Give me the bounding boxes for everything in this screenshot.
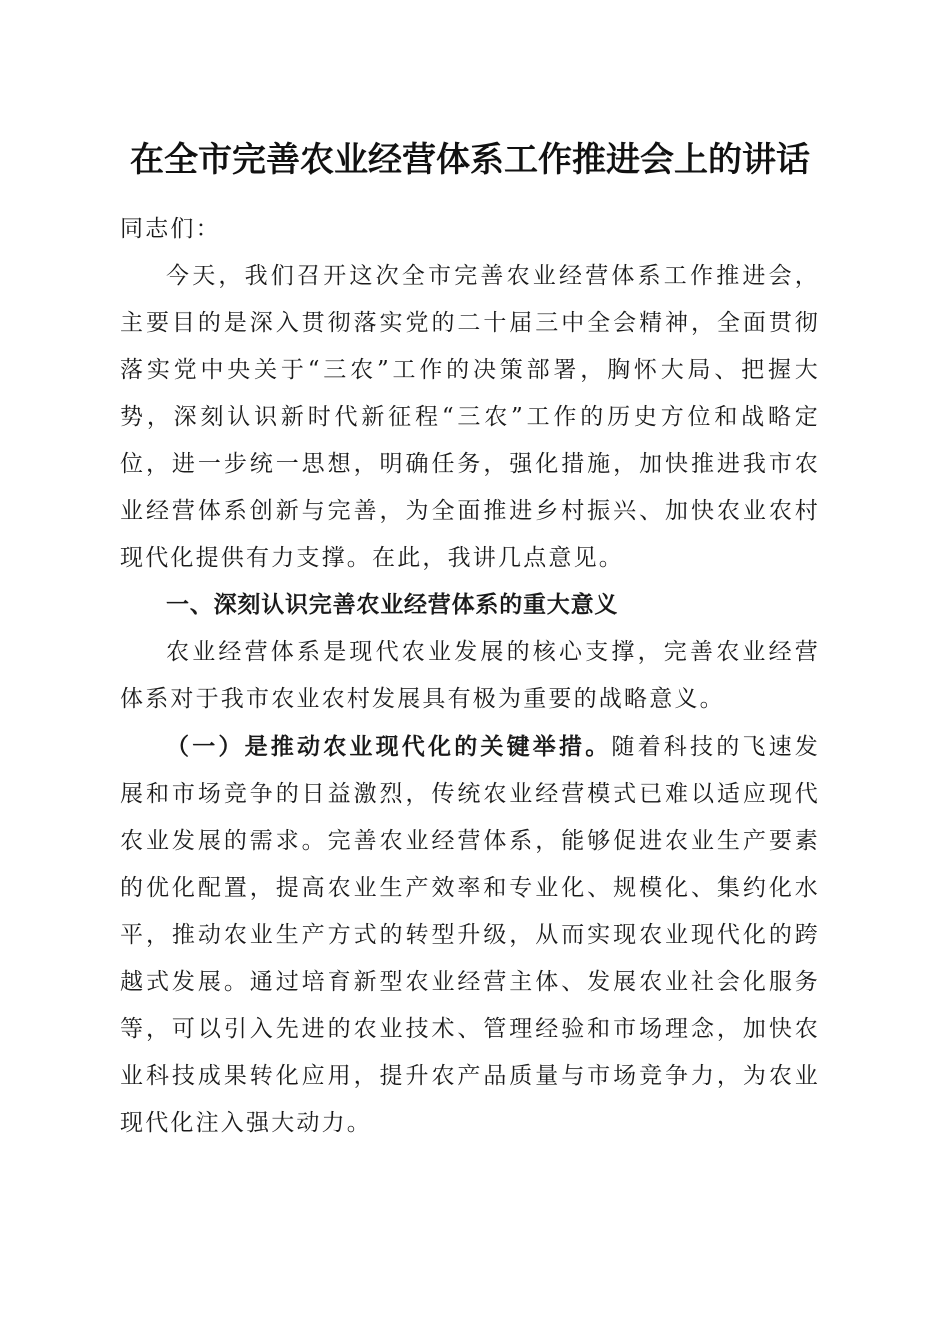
intro-paragraph: 今天，我们召开这次全市完善农业经营体系工作推进会，主要目的是深入贯彻落实党的二十届三中全会精神，全面贯彻落实党中央关于“三农”工作的决策部署，胸怀大局、把握大势，深刻认识新时代新征程“三农”工作的历史方位和战略定位，进一步统一思想，明确任务，强化措施，加快推进我市农业经营体系创新与完善，为全面推进乡村振兴、加快农业农村现代化提供有力支撑。在此，我讲几点意见。: [120, 263, 820, 571]
salutation: 同志们：: [120, 216, 221, 242]
document-body: [120, 206, 820, 1147]
point-lead-1: （一）是推动农业现代化的关键举措。: [166, 733, 612, 760]
point-text-1: 随着科技的飞速发展和市场竞争的日益激烈，传统农业经营模式已难以适应现代农业发展的需求。完善农业经营体系，能够促进农业生产要素的优化配置，提高农业生产效率和专业化、规模化、集约化水平，推动农业生产方式的转型升级，从而实现农业现代化的跨越式发展。通过培育新型农业经营主体、发展农业社会化服务等，可以引入先进的农业技术、管理经验和市场理念，加快农业科技成果转化应用，提升农产品质量与市场竞争力，为农业现代化注入强大动力。: [120, 734, 820, 1136]
section-heading-1: 一、深刻认识完善农业经营体系的重大意义: [166, 592, 619, 618]
section-summary-paragraph: 农业经营体系是现代农业发展的核心支撑，完善农业经营体系对于我市农业农村发展具有极为重要的战略意义。: [120, 639, 820, 712]
point-paragraph-1: [120, 723, 820, 1147]
document-title: 在全市完善农业经营体系工作推进会上的讲话: [130, 140, 810, 180]
